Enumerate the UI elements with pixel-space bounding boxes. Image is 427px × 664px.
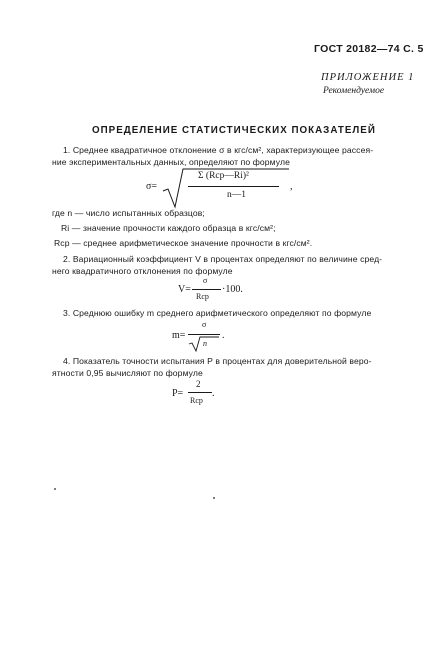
formula-variation-tail: ·100. (222, 284, 243, 295)
fraction-bar (188, 186, 279, 187)
appendix-label: ПРИЛОЖЕНИЕ 1 (321, 72, 415, 83)
paragraph-4-line-2: ятности 0,95 вычисляют по формуле (52, 368, 203, 378)
formula-sigma-lhs: σ= (146, 181, 158, 192)
where-rcp: Rср — среднее арифметическое значение прочности в кгс/см². (54, 238, 313, 248)
paragraph-1-line-2: ние экспериментальных данных, определяют по формуле (52, 157, 290, 167)
scan-speck (54, 488, 56, 490)
fraction-bar (188, 334, 220, 335)
fraction-bar (188, 392, 212, 393)
formula-precision-numerator: 2 (196, 379, 201, 389)
formula-precision-denominator: Rср (190, 396, 203, 405)
formula-mean-error-end: . (222, 330, 225, 341)
formula-sigma-denominator: n—1 (227, 190, 246, 200)
where-n: где n — число испытанных образцов; (52, 208, 205, 218)
formula-precision-lhs: P= (172, 388, 184, 399)
page-title: ОПРЕДЕЛЕНИЕ СТАТИСТИЧЕСКИХ ПОКАЗАТЕЛЕЙ (92, 125, 376, 136)
formula-variation-denominator: Rср (196, 292, 209, 301)
paragraph-3-line-1: 3. Среднюю ошибку m среднего арифметического определяют по формуле (63, 308, 372, 318)
formula-sigma-end: , (290, 181, 293, 192)
formula-variation-numerator: σ (203, 276, 208, 285)
scan-speck (213, 497, 215, 499)
formula-mean-error-numerator: σ (202, 320, 207, 329)
formula-sigma-numerator: Σ (Rср—Ri)² (198, 171, 249, 181)
formula-precision-end: . (212, 388, 215, 399)
recommended-label: Рекомендуемое (323, 86, 385, 96)
where-ri: Ri — значение прочности каждого образца в кгс/см²; (61, 223, 276, 233)
fraction-bar (192, 289, 221, 290)
document-code: ГОСТ 20182—74 С. 5 (314, 43, 424, 55)
formula-mean-error-denominator: n (203, 339, 207, 348)
formula-mean-error-lhs: m= (172, 330, 186, 341)
paragraph-2-line-2: него квадратичного отклонения по формуле (52, 266, 233, 276)
formula-variation-lhs: V= (178, 284, 191, 295)
paragraph-4-line-1: 4. Показатель точности испытания P в процентах для доверительной веро- (63, 356, 372, 366)
paragraph-1-line-1: 1. Среднее квадратичное отклонение σ в кгс/см², характеризующее рассея- (63, 145, 374, 155)
paragraph-2-line-1: 2. Вариационный коэффициент V в процентах определяют по величине сред- (63, 254, 383, 264)
